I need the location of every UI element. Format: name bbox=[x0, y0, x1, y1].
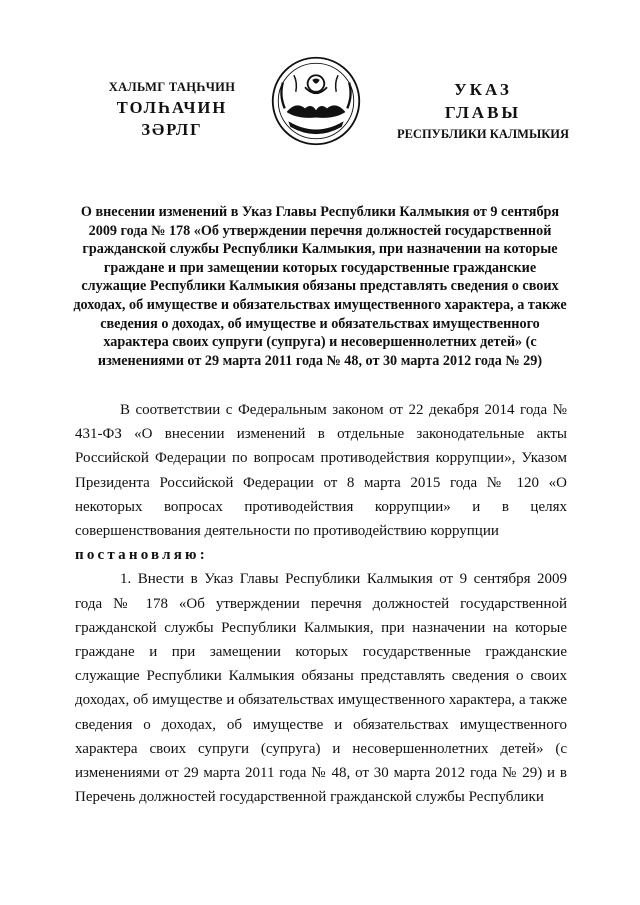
decree-word: постановляю: bbox=[75, 547, 208, 564]
document-title: О внесении изменений в Указ Главы Республики Калмыкия от 9 сентября 2009 года № 178 «Об утверждении перечня должностей государственной гражданской службы Республики Калмыкия, при назначении на которые граждане и при замещении которых государственные гражданские служащие Республики Калмыкия обязаны представлять сведения о своих доходах, об имуществе и обязательствах имущественного характера, а также сведения о доходах, об имуществе и обязательствах имущественного характера своих супруги (супруга) и несовершеннолетних детей» (с изменениями от 29 марта 2011 года № 48, от 30 марта 2012 года № 29) bbox=[73, 204, 567, 369]
header-right-line2: ГЛАВЫ bbox=[444, 103, 522, 122]
header-left-line1: ХАЛЬМГ ТАҢҺЧИН bbox=[108, 80, 236, 94]
header-right-russian bbox=[388, 81, 578, 141]
preamble-text: В соответствии с Федеральным законом от 22 декабря 2014 года № 431-ФЗ «О внесении изменений в отдельные законодательные акты Российской Федерации по вопросам противодействия коррупции», Указом Президента Российской Федерации от 8 марта 2015 года № 120 «О некоторых вопросах противодействия коррупции» и в целях совершенствования деятельности по противодействию коррупции bbox=[75, 402, 567, 540]
item-1-paragraph: 1. Внести в Указ Главы Республики Калмыкия от 9 сентября 2009 года № 178 «Об утверждении перечня должностей государственной гражданской службы Республики Калмыкия, при назначении на которые граждане и при замещении которых государственные гражданские служащие Республики Калмыкия обязаны представлять сведения о своих доходах, об имуществе и обязательствах имущественного характера, а также сведения о доходах, об имуществе и обязательствах имущественного характера своих супруги (супруга) и несовершеннолетних детей» (с изменениями от 29 марта 2011 года № 48, от 30 марта 2012 года № 29) и в Перечень должностей государственной гражданской службы Республики bbox=[75, 571, 567, 806]
header-left-line3: ЗӘРЛГ bbox=[141, 120, 203, 139]
coat-of-arms-icon bbox=[270, 55, 362, 147]
header-right-line1: УКАЗ bbox=[454, 80, 512, 99]
document-body bbox=[75, 398, 567, 809]
preamble-paragraph bbox=[75, 398, 567, 567]
header-left-line2: ТОЛҺАЧИН bbox=[116, 97, 228, 117]
header-right-line3: РЕСПУБЛИКИ КАЛМЫКИЯ bbox=[396, 127, 570, 141]
header-left-kalmyk bbox=[92, 81, 252, 139]
